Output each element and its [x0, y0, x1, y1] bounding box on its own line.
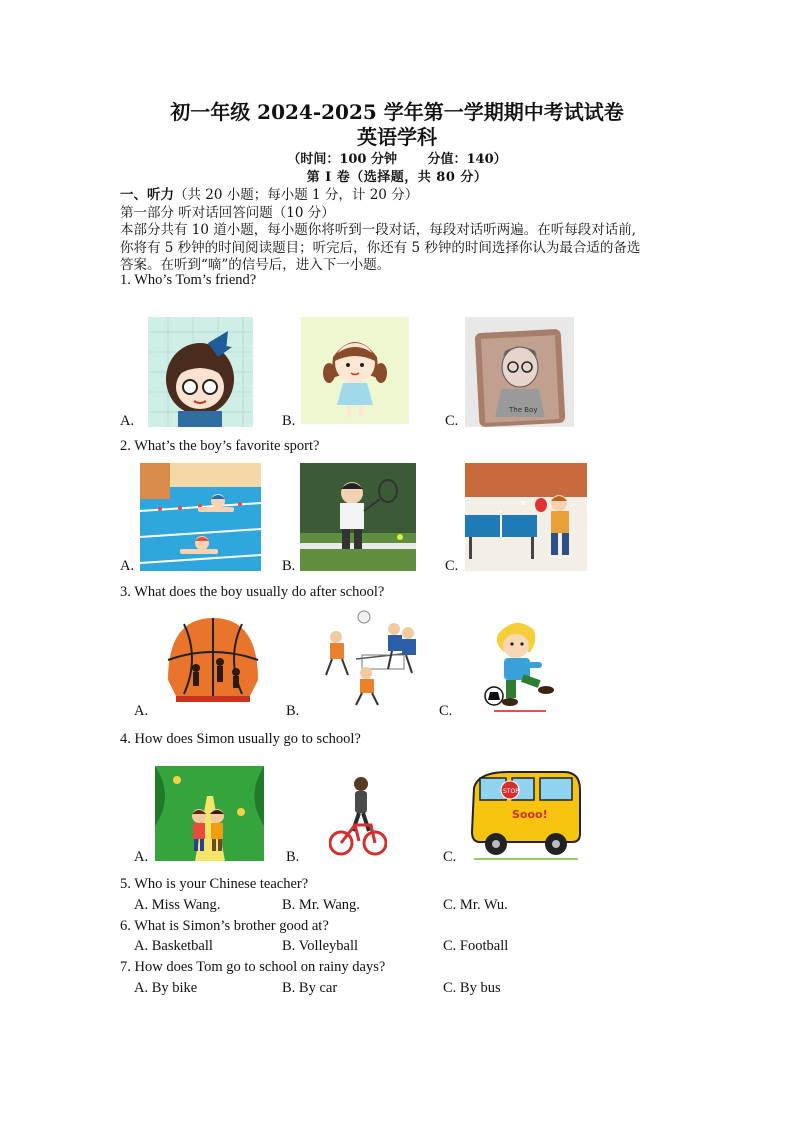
q1-image-c	[465, 317, 574, 427]
q6-option-b: B. Volleyball	[282, 938, 358, 954]
q7-option-a: A. By bike	[134, 980, 198, 996]
q1-image-b	[301, 317, 409, 424]
q3-option-b: B.	[286, 703, 300, 719]
q3-option-c: C.	[439, 703, 453, 719]
q1-option-b: B.	[282, 413, 296, 429]
q1c-caption: The Boy	[509, 406, 538, 414]
q2-option-b: B.	[282, 558, 296, 574]
q3-image-c	[468, 612, 572, 716]
q3-option-a: A.	[134, 703, 149, 719]
part-one-title: 第一部分 听对话回答问题（10 分）	[120, 205, 335, 221]
q3-image-b	[314, 607, 424, 707]
q4c-sign: STOP	[503, 788, 519, 795]
q5-option-c: C. Mr. Wu.	[443, 897, 508, 913]
q4-option-c: C.	[443, 849, 457, 865]
instruction-line: 答案。在听到“嘀”的信号后，进入下一小题。	[120, 257, 391, 273]
question-2: 2. What’s the boy’s favorite sport?	[120, 438, 320, 454]
q7-option-b: B. By car	[282, 980, 338, 996]
question-5: 5. Who is your Chinese teacher?	[120, 876, 309, 892]
section-title	[120, 183, 418, 203]
q1-option-c: C.	[445, 413, 459, 429]
exam-subject: 英语学科	[357, 125, 437, 149]
question-3: 3. What does the boy usually do after school?	[120, 584, 385, 600]
q1-image-a	[148, 317, 253, 427]
q6-option-a: A. Basketball	[134, 938, 213, 954]
q1-option-a: A.	[120, 413, 135, 429]
question-6: 6. What is Simon’s brother good at?	[120, 918, 329, 934]
q3-image-a	[160, 610, 266, 706]
q4-option-b: B.	[286, 849, 300, 865]
exam-meta: （时间：100 分钟 分值：140）	[287, 152, 507, 167]
question-7: 7. How does Tom go to school on rainy days?	[120, 959, 386, 975]
question-1: 1. Who’s Tom’s friend?	[120, 272, 257, 288]
q4-option-a: A.	[134, 849, 149, 865]
q2-option-c: C.	[445, 558, 459, 574]
q4c-text: Sooo!	[512, 808, 548, 821]
section-title-bold: 一、听力	[120, 187, 174, 203]
exam-title: 初一年级 2024-2025 学年第一学期期中考试试卷	[170, 100, 624, 124]
q7-option-c: C. By bus	[443, 980, 501, 996]
instruction-line: 你将有 5 秒钟的时间阅读题目；听完后，你还有 5 秒钟的时间选择你认为最合适的备选	[120, 240, 641, 256]
section-title-rest: （共 20 小题；每小题 1 分，计 20 分）	[174, 187, 419, 203]
q5-option-b: B. Mr. Wang.	[282, 897, 360, 913]
q4-image-b	[329, 775, 387, 860]
q6-option-c: C. Football	[443, 938, 509, 954]
q2-image-a	[140, 463, 261, 571]
q5-option-a: A. Miss Wang.	[134, 897, 221, 913]
instruction-line: 本部分共有 10 道小题，每小题你将听到一段对话，每段对话听两遍。在听每段对话前,	[120, 222, 637, 238]
q2-image-b	[300, 463, 416, 571]
q4-image-a	[155, 766, 264, 861]
q2-image-c	[465, 463, 587, 571]
q2-option-a: A.	[120, 558, 135, 574]
q4-image-c	[468, 768, 584, 863]
part-title: 第 I 卷（选择题，共 80 分）	[306, 170, 488, 185]
question-4: 4. How does Simon usually go to school?	[120, 731, 361, 747]
